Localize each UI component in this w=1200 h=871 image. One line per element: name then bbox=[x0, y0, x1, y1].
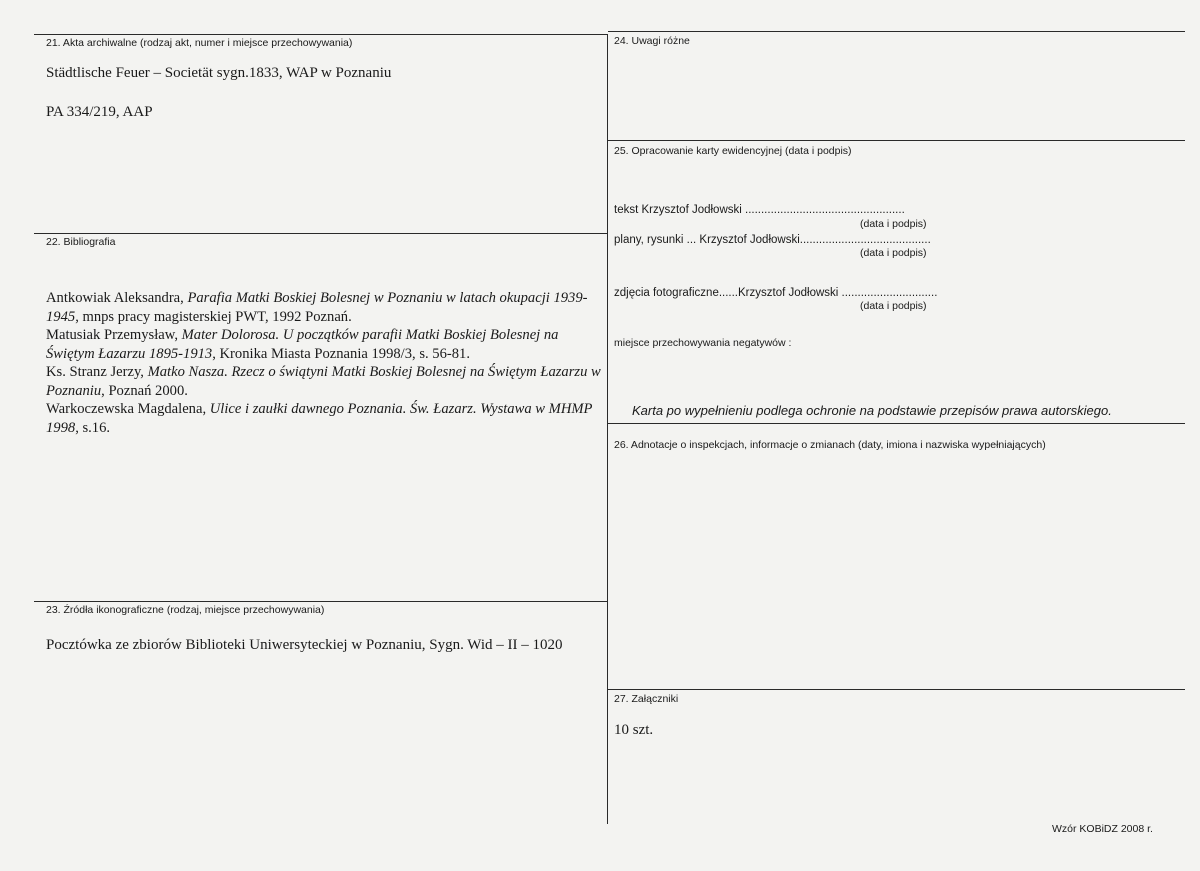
bibliography-entry: Antkowiak Aleksandra, Parafia Matki Boskiej Bolesnej w Poznaniu w latach okupacji 1939-1945, mnps pracy magisterskiej PWT, 1992 Poznań. bbox=[46, 290, 588, 325]
section-21-label: 21. Akta archiwalne (rodzaj akt, numer i miejsce przechowywania) bbox=[46, 37, 353, 49]
top-rule-left bbox=[34, 34, 608, 35]
section-23-label: 23. Źródła ikonograficzne (rodzaj, miejsce przechowywania) bbox=[46, 604, 325, 616]
text-author-sub: (data i podpis) bbox=[860, 218, 927, 230]
center-divider bbox=[607, 34, 608, 824]
section-21-line2: PA 334/219, AAP bbox=[46, 104, 153, 120]
section-24-label: 24. Uwagi różne bbox=[614, 35, 690, 47]
section-25-label: 25. Opracowanie karty ewidencyjnej (data i podpis) bbox=[614, 145, 852, 157]
section-27-label: 27. Załączniki bbox=[614, 693, 679, 705]
rule-22 bbox=[34, 233, 608, 234]
section-22-label: 22. Bibliografia bbox=[46, 236, 116, 248]
drawings-author-line: plany, rysunki ... Krzysztof Jodłowski......................................... bbox=[614, 234, 931, 246]
text-author-line: tekst Krzysztof Jodłowski .................................................. bbox=[614, 204, 905, 216]
form-model-label: Wzór KOBiDZ 2008 r. bbox=[1052, 823, 1153, 835]
bibliography-list bbox=[46, 289, 606, 437]
bibliography-entry: Matusiak Przemysław, Mater Dolorosa. U początków parafii Matki Boskiej Bolesnej na Świętym Łazarzu 1895-1913, Kronika Miasta Poznania 1998/3, s. 56-81. bbox=[46, 327, 559, 362]
drawings-author-sub: (data i podpis) bbox=[860, 247, 927, 259]
rule-26 bbox=[608, 423, 1185, 424]
section-26-label: 26. Adnotacje o inspekcjach, informacje o zmianach (daty, imiona i nazwiska wypełniających) bbox=[614, 439, 1046, 451]
rule-27 bbox=[608, 689, 1185, 690]
bibliography-entry: Warkoczewska Magdalena, Ulice i zaułki dawnego Poznania. Św. Łazarz. Wystawa w MHMP 1998, s.16. bbox=[46, 401, 593, 436]
negatives-location-label: miejsce przechowywania negatywów : bbox=[614, 337, 792, 349]
rule-25 bbox=[608, 140, 1185, 141]
section-23-text: Pocztówka ze zbiorów Biblioteki Uniwersyteckiej w Poznaniu, Sygn. Wid – II – 1020 bbox=[46, 637, 563, 653]
top-rule-right bbox=[608, 31, 1185, 32]
section-27-text: 10 szt. bbox=[614, 722, 654, 738]
photos-author-sub: (data i podpis) bbox=[860, 300, 927, 312]
copyright-notice: Karta po wypełnieniu podlega ochronie na podstawie przepisów prawa autorskiego. bbox=[632, 403, 1112, 418]
rule-23 bbox=[34, 601, 608, 602]
section-21-line1: Städtlische Feuer – Societät sygn.1833, WAP w Poznaniu bbox=[46, 65, 392, 81]
photos-author-line: zdjęcia fotograficzne......Krzysztof Jodłowski .............................. bbox=[614, 287, 938, 299]
bibliography-entry: Ks. Stranz Jerzy, Matko Nasza. Rzecz o świątyni Matki Boskiej Bolesnej na Świętym Łazarzu w Poznaniu, Poznań 2000. bbox=[46, 364, 601, 399]
